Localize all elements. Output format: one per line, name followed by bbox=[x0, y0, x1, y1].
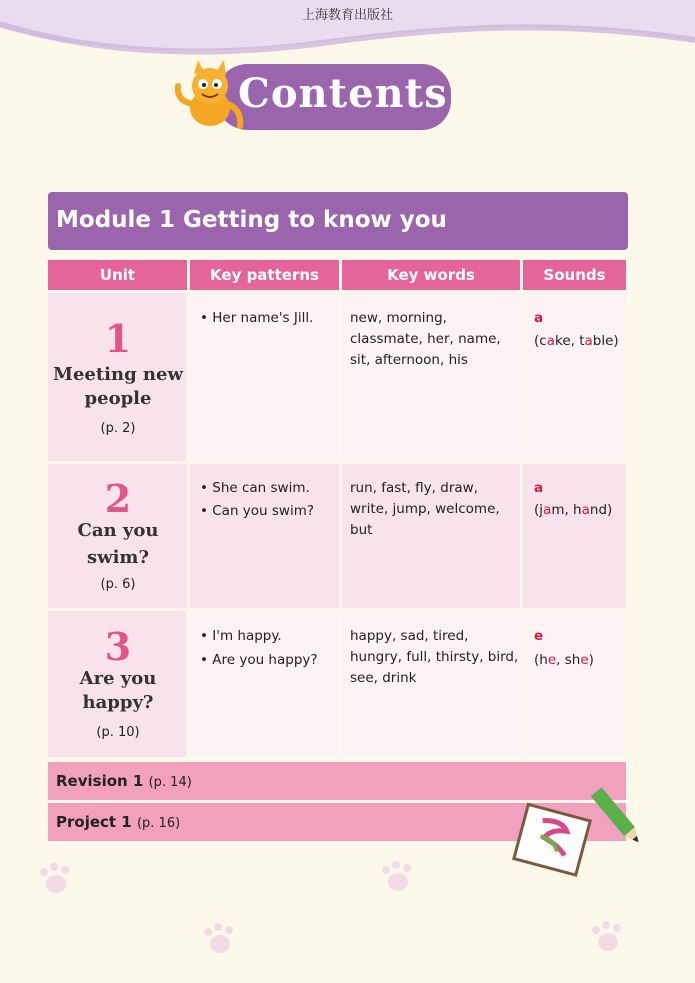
project-label: Project 1 (p. 16) bbox=[56, 813, 181, 831]
module-title: Module 1 Getting to know you bbox=[56, 207, 447, 233]
publisher-name: 上海教育出版社 bbox=[301, 8, 393, 23]
key-pattern: • I'm happy. bbox=[200, 628, 282, 644]
cat-mascot-icon bbox=[172, 60, 246, 132]
key-words: new, morning, classmate, her, name, sit, afternoon, his bbox=[350, 310, 501, 368]
unit-number: 2 bbox=[104, 476, 132, 521]
key-pattern: • Can you swim? bbox=[200, 503, 315, 519]
key-words: run, fast, fly, draw, write, jump, welcome, but bbox=[350, 480, 500, 538]
sound-example: (jam, hand) bbox=[534, 502, 613, 518]
revision-label: Revision 1 (p. 14) bbox=[56, 772, 192, 790]
header-sounds: Sounds bbox=[523, 260, 626, 290]
drawing-pencil-icon bbox=[508, 780, 648, 880]
sound-example: (cake, table) bbox=[534, 333, 619, 349]
key-pattern: • She can swim. bbox=[200, 480, 310, 496]
unit-title-line2: people bbox=[84, 388, 152, 409]
sound-letter: e bbox=[534, 628, 544, 644]
paw-print-icon bbox=[588, 920, 628, 954]
paw-print-icon bbox=[378, 860, 418, 894]
unit-title-line1: Can you bbox=[77, 520, 159, 541]
unit-page: (p. 2) bbox=[100, 421, 136, 436]
header-key-words: Key words bbox=[342, 260, 520, 290]
sound-letter: a bbox=[534, 310, 544, 326]
unit-number: 1 bbox=[104, 316, 132, 361]
unit-title-line2: swim? bbox=[86, 547, 150, 568]
sound-example: (he, she) bbox=[534, 652, 594, 668]
paw-print-icon bbox=[200, 922, 240, 956]
header-unit: Unit bbox=[48, 260, 187, 290]
unit-title-line2: happy? bbox=[82, 692, 154, 713]
unit-title-line1: Are you bbox=[79, 668, 157, 689]
unit-number: 3 bbox=[104, 624, 132, 669]
key-pattern: • Are you happy? bbox=[200, 652, 318, 668]
sound-letter: a bbox=[534, 480, 544, 496]
contents-title: Contents bbox=[238, 70, 448, 117]
unit-page: (p. 10) bbox=[96, 725, 140, 740]
header-key-patterns: Key patterns bbox=[190, 260, 339, 290]
unit-title-line1: Meeting new bbox=[53, 364, 183, 385]
key-pattern: • Her name's Jill. bbox=[200, 310, 314, 326]
key-words: happy, sad, tired, hungry, full, thirsty, bird, see, drink bbox=[350, 628, 519, 686]
unit-page: (p. 6) bbox=[100, 577, 136, 592]
paw-print-icon bbox=[36, 862, 76, 896]
